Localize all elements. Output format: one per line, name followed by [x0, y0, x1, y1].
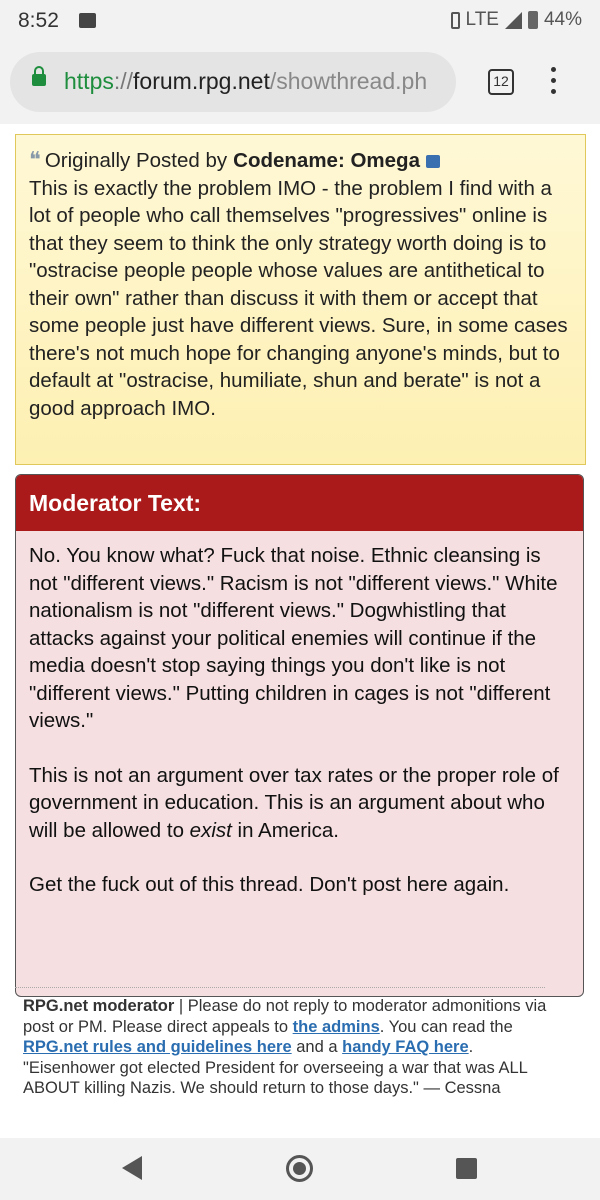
battery-icon	[528, 11, 538, 29]
image-notification-icon	[79, 13, 96, 28]
moderator-paragraph-2	[29, 762, 570, 845]
recents-icon[interactable]	[456, 1158, 477, 1179]
status-indicators	[451, 9, 582, 31]
moderator-body	[16, 531, 583, 899]
faq-link[interactable]: handy FAQ here	[342, 1038, 469, 1056]
browser-toolbar	[0, 42, 600, 124]
overflow-menu-icon[interactable]	[551, 67, 557, 97]
quote-text: This is exactly the problem IMO - the problem I find with a lot of people who call themselves "progressives" online is that they seem to think the only strategy worth doing is to "ostracise people people whose values are antithetical to their own" rather than discuss it with them or accept that some people just have different views. Sure, in some cases there's not much hope for changing anyone's minds, but to default at "ostracise, humiliate, shun and berate" is not a good approach IMO.	[29, 176, 568, 420]
quote-header	[29, 147, 573, 175]
quote-prefix: Originally Posted by	[44, 149, 228, 172]
network-type: LTE	[465, 9, 499, 30]
view-post-icon[interactable]	[426, 155, 440, 168]
url-host: forum.rpg.net	[133, 68, 270, 94]
moderator-paragraph-2-end: in America.	[231, 818, 339, 842]
page-content	[0, 124, 600, 1138]
signature-quote: "Eisenhower got elected President for overseeing a war that was ALL ABOUT killing Nazis. We should return to those days." — Cessna	[23, 1058, 528, 1097]
quote-block	[15, 134, 586, 465]
url-path: /showthread.ph	[269, 68, 428, 94]
navigation-bar	[0, 1138, 600, 1200]
moderator-paragraph-3: Get the fuck out of this thread. Don't post here again.	[29, 873, 510, 896]
emphasis-exist: exist	[189, 818, 232, 842]
status-bar	[0, 0, 600, 42]
url-bar[interactable]	[10, 52, 456, 112]
signature-text-1: | Please do not reply to moderator admonitions via post or PM. Please direct appeals to	[23, 997, 547, 1036]
moderator-paragraph-2-start: This is not an argument over tax rates or the proper role of government in education. This is an argument about who will be allowed to	[29, 763, 559, 842]
signature-text-3: and a	[291, 1038, 343, 1056]
quote-icon: ❝	[29, 148, 39, 173]
home-icon[interactable]	[286, 1155, 313, 1182]
url-text[interactable]	[64, 68, 448, 95]
signal-icon	[505, 12, 522, 29]
rules-link[interactable]: RPG.net rules and guidelines here	[23, 1038, 292, 1056]
back-icon[interactable]	[122, 1156, 142, 1180]
status-time: 8:52	[18, 9, 59, 32]
quote-author[interactable]: Codename: Omega	[233, 149, 420, 172]
url-scheme: https	[64, 68, 114, 94]
signature-divider	[15, 987, 545, 988]
signature-role: RPG.net moderator	[23, 997, 175, 1015]
vibrate-icon	[451, 12, 460, 29]
moderator-header: Moderator Text:	[16, 475, 583, 531]
moderator-signature	[23, 987, 553, 1099]
admins-link[interactable]: the admins	[292, 1017, 380, 1036]
tab-switcher-button[interactable]: 12	[488, 69, 514, 95]
moderator-box	[15, 474, 584, 997]
battery-percent: 44%	[543, 9, 582, 30]
moderator-paragraph-1: No. You know what? Fuck that noise. Ethnic cleansing is not "different views." Racism is not "different views." White nationalism is not "different views." Dogwhistling that attacks against your political enemies will continue if the media doesn't stop saying things you don't like is not "different views." Putting children in cages is not "different views."	[29, 544, 558, 732]
signature-text-2: . You can read the	[379, 1017, 513, 1036]
lock-icon	[32, 74, 46, 86]
signature-text-4: .	[468, 1038, 474, 1056]
url-separator: ://	[113, 68, 134, 94]
